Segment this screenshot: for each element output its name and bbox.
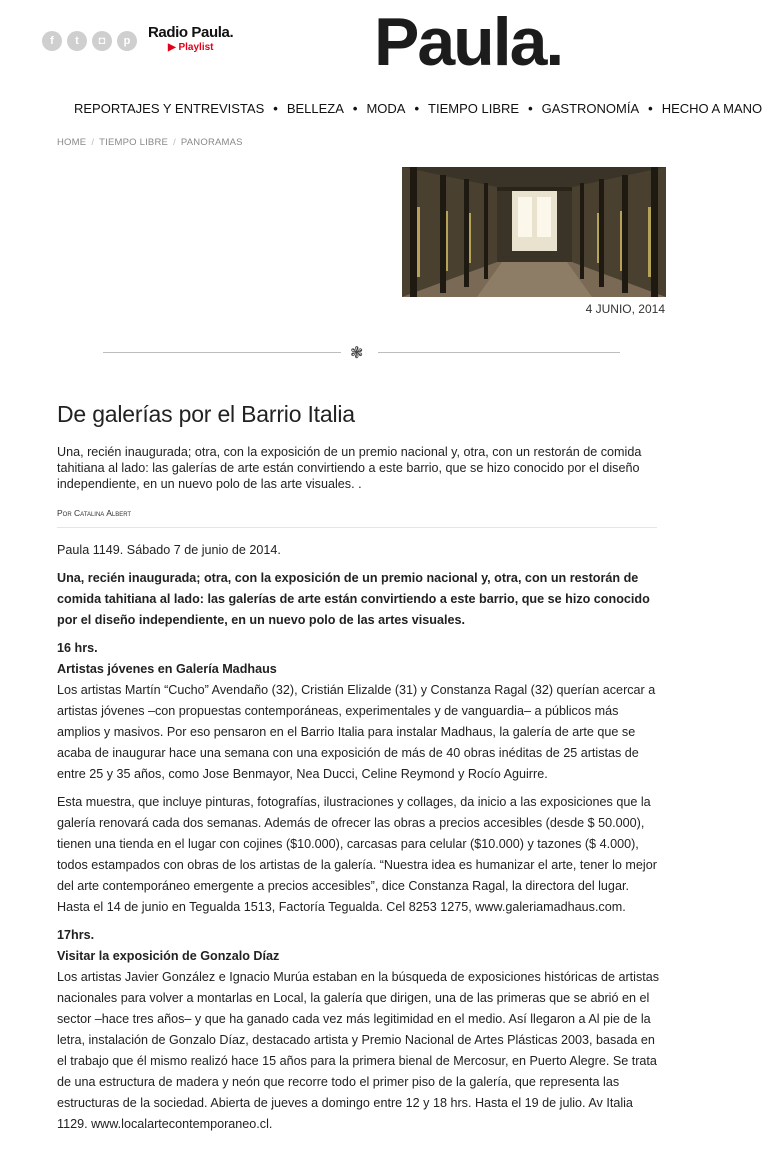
section-heading: Artistas jóvenes en Galería Madhaus: [57, 662, 277, 676]
divider-line-left: [103, 352, 341, 353]
article-photo: [402, 167, 666, 297]
social-links: [42, 31, 137, 51]
nav-item-reportajes[interactable]: REPORTAJES Y ENTREVISTAS: [74, 101, 265, 116]
nav-separator: •: [528, 101, 533, 116]
byline-prefix: Por: [57, 508, 72, 518]
section-time: 17hrs.: [57, 928, 95, 942]
playlist-label: ▶ Playlist: [168, 42, 214, 53]
breadcrumb-separator: /: [91, 137, 95, 148]
nav-separator: •: [273, 101, 278, 116]
breadcrumb-home[interactable]: HOME: [57, 137, 87, 148]
instagram-icon[interactable]: ◘: [92, 31, 112, 51]
issue-meta: Paula 1149. Sábado 7 de junio de 2014.: [57, 543, 281, 557]
main-nav: [74, 101, 762, 116]
nav-item-gastronomia[interactable]: GASTRONOMÍA: [541, 101, 640, 116]
breadcrumb-separator: /: [173, 137, 176, 148]
gallery-installation-image: [402, 167, 666, 297]
nav-separator: •: [352, 101, 358, 116]
nav-separator: •: [414, 101, 420, 116]
breadcrumb: [57, 137, 243, 148]
article-title: De galerías por el Barrio Italia: [57, 401, 355, 427]
breadcrumb-tiempo-libre[interactable]: TIEMPO LIBRE: [99, 137, 169, 148]
site-header: [0, 0, 700, 90]
divider-line-right: [378, 352, 620, 353]
article-lead: Una, recién inaugurada; otra, con la exposición de un premio nacional y, otra, con un restorán de comida tahitiana al lado: las galerías de arte están convirtiendo a este barrio, que se hizo conocido por el diseño independiente, en un nuevo polo de las arte visuales. .: [57, 445, 642, 491]
nav-item-moda[interactable]: MODA: [366, 101, 406, 116]
article-intro: Una, recién inaugurada; otra, con la exposición de un premio nacional y, otra, con un restorán de comida tahitiana al lado: las galerías de arte están convirtiendo a este barrio, que se hizo conocido por el diseño independiente, en un nuevo polo de las artes visuales.: [57, 571, 650, 627]
twitter-icon[interactable]: t: [67, 31, 87, 51]
radio-name: Radio Paula.: [148, 24, 234, 41]
nav-separator: •: [648, 101, 653, 116]
section-heading: Visitar la exposición de Gonzalo Díaz: [57, 949, 280, 963]
section-time: 16 hrs.: [57, 641, 98, 655]
breadcrumb-panoramas[interactable]: PANORAMAS: [180, 137, 243, 148]
facebook-icon[interactable]: f: [42, 31, 62, 51]
pinterest-icon[interactable]: p: [117, 31, 137, 51]
section-paragraph: Los artistas Javier González e Ignacio Murúa estaban en la búsqueda de exposiciones históricas de artistas nacionales para volver a montarlas en Local, la galería que dirigen, una de las primeras que se abrió en el sector –hace tres años– y que ha ganado cada vez más legitimidad en el medio. Así llegaron a Al pie de la letra, instalación de Gonzalo Díaz, destacado artista y Premio Nacional de Artes Plásticas 2003, basada en el trabajo que él mismo realizó hace 15 años para la primera bienal de Mercosur, en Puerto Alegre. Se trata de una estructura de madera y neón que recorre todo el primer piso de la galería, que representa las estructuras de la sociedad. Abierta de jueves a domingo entre 12 y 18 hrs. Hasta el 19 de julio. Av Italia 1129. www.localartecontemporaneo.cl.: [57, 970, 660, 1131]
nav-item-hecho-a-mano[interactable]: HECHO A MANO: [661, 101, 762, 116]
section-paragraph: Esta muestra, que incluye pinturas, fotografías, ilustraciones y collages, da inicio a las exposiciones que la galería renovará cada dos semanas. Además de ofrecer las obras a precios accesibles (desde $ 50.000), tienen una tienda en el lugar con cojines ($10.000), carcasas para celular ($10.000) y tazones ($ 4.000), todos estampados con obras de los artistas de la galería. “Nuestra idea es humanizar el arte, tener lo mejor del arte contemporáneo emergente a precios accesibles”, dice Constanza Ragal, la directora del lugar. Hasta el 14 de junio en Tegualda 1513, Factoría Tegualda. Cel 8253 1275, www.galeriamadhaus.com.: [57, 795, 657, 914]
article-date: 4 JUNIO, 2014: [585, 302, 665, 316]
nav-item-belleza[interactable]: BELLEZA: [286, 101, 344, 116]
radio-paula-link[interactable]: [148, 24, 233, 53]
article-body: [57, 540, 665, 1142]
section-paragraph: Los artistas Martín “Cucho” Avendaño (32), Cristián Elizalde (31) y Constanza Ragal (32) querían acercar a artistas jóvenes –con propuestas contemporáneas, experimentales y de vanguardia– a públicos más amplios y masivos. Por eso pensaron en el Barrio Italia para instalar Madhaus, la galería de arte que se acaba de inaugurar hace una semana con una exposición de más de 40 obras inéditas de 25 artistas de entre 25 y 35 años, como Jose Benmayor, Nea Ducci, Celine Reymond y Rocío Aguirre.: [57, 683, 656, 781]
nav-item-tiempo-libre[interactable]: TIEMPO LIBRE: [428, 101, 520, 116]
byline: [57, 508, 131, 518]
site-logo[interactable]: Paula.: [374, 4, 563, 80]
flower-divider-icon: ❃: [350, 345, 364, 362]
byline-divider: [57, 527, 657, 528]
author-link[interactable]: Catalina Albert: [74, 508, 132, 518]
